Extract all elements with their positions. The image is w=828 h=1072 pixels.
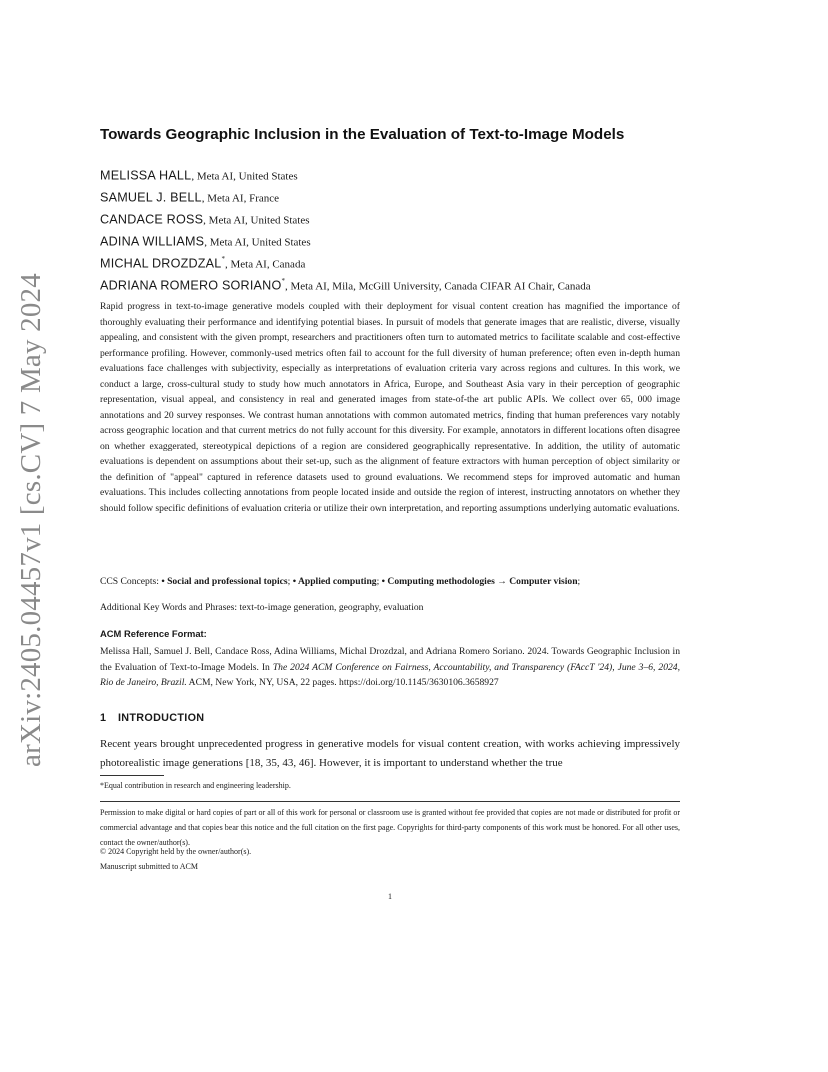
author-list (100, 160, 700, 292)
ccs-concept: • Computing methodologies → Computer vision (381, 576, 578, 587)
copyright-notice: © 2024 Copyright held by the owner/author(s). (100, 847, 252, 856)
author-name: CANDACE ROSS (100, 212, 204, 227)
section-title: INTRODUCTION (118, 712, 205, 724)
author-name: ADRIANA ROMERO SORIANO (100, 278, 282, 293)
section-heading (100, 712, 204, 724)
reference-format: Melissa Hall, Samuel J. Bell, Candace Ross, Adina Williams, Michal Drozdzal, and Adriana Romero Soriano. 2024. Towards Geographic Inclusion in the Evaluation of Text-to-Image Models. In The 2024 ACM Conference on Fairness, Accountability, and Transparency (FAccT '24), June 3–6, 2024, Rio de Janeiro, Brazil. ACM, New York, NY, USA, 22 pages. https://doi.org/10.1145/3630106.3658927 (100, 646, 680, 688)
permission-rule (100, 801, 680, 802)
author-mark: * (221, 255, 225, 263)
author-entry (100, 248, 700, 270)
abstract: Rapid progress in text-to-image generative models coupled with their deployment for visual content creation has magnified the importance of thoroughly evaluating their performance and identifying potential biases. In pursuit of models that generate images that are realistic, diverse, visually appealing, and consistent with the given prompt, researchers and practitioners often turn to automated metrics to facilitate scalable and cost-effective performance profiling. However, commonly-used metrics often fail to account for the full diversity of human preference; often even in-depth human evaluations face challenges with subjectivity, especially as interpretations of evaluation criteria vary across regions and cultures. In this work, we conduct a large, cross-cultural study to study how much annotators in Africa, Europe, and Southeast Asia vary in their perception of geographic representation, visual appeal, and consistency in real and generated images from state-of-the art public APIs. We collect over 65, 000 image annotations and 20 survey responses. We contrast human annotations with common automated metrics, finding that human preferences vary notably across geographic location and that current metrics do not fully account for this diversity. For example, annotators in different locations often disagree on whether exaggerated, stereotypical depictions of a region are considered geographically representative. In addition, the utility of automatic evaluations is dependent on assumptions about their set-up, such as the alignment of feature extractors with human perception of object similarity or the definition of "appeal" captured in reference datasets used to ground evaluations. We recommend steps for improved automatic and human evaluations. This includes collecting annotations from people located inside and outside the region of interest, instructing annotators on whether they should follow specific definitions of evaluation criteria or utilize their own interpretation, and reporting assumptions underlying automatic evaluations. (100, 301, 680, 514)
author-affiliation: , Meta AI, Mila, McGill University, Canada CIFAR AI Chair, Canada (284, 280, 591, 293)
author-name: SAMUEL J. BELL (100, 190, 202, 205)
author-affiliation: , Meta AI, United States (203, 214, 310, 227)
footnote: *Equal contribution in research and engineering leadership. (100, 781, 291, 790)
author-entry (100, 270, 700, 292)
reference-heading: ACM Reference Format: (100, 628, 207, 639)
author-mark: * (281, 277, 285, 285)
ccs-concept: • Applied computing (292, 576, 377, 587)
author-affiliation: , Meta AI, France (201, 192, 280, 205)
author-entry (100, 204, 700, 226)
author-affiliation: , Meta AI, United States (191, 170, 298, 183)
ccs-prefix: CCS Concepts: (100, 576, 162, 587)
keywords: Additional Key Words and Phrases: text-to-image generation, geography, evaluation (100, 602, 424, 613)
paper-title: Towards Geographic Inclusion in the Evaluation of Text-to-Image Models (100, 126, 625, 143)
ccs-concept: • Social and professional topics (161, 576, 288, 587)
author-affiliation: , Meta AI, United States (204, 236, 311, 249)
permission-notice: Permission to make digital or hard copies of part or all of this work for personal or classroom use is granted without fee provided that copies are not made or distributed for profit or commercial advantage and that copies bear this notice and the full citation on the first page. Copyrights for third-party components of this work must be honored. For all other uses, contact the owner/author(s). (100, 808, 680, 847)
author-affiliation: , Meta AI, Canada (224, 258, 306, 271)
footnote-rule (100, 775, 164, 776)
author-name: MICHAL DROZDZAL (100, 256, 222, 271)
manuscript-note: Manuscript submitted to ACM (100, 862, 198, 871)
page-number: 1 (388, 892, 392, 901)
author-entry (100, 160, 700, 182)
venue: The 2024 ACM Conference on Fairness, Accountability, and Transparency (FAccT '24), June 3–6, 2024, Rio de Janeiro, Brazil. (100, 661, 680, 688)
arxiv-identifier-stamp: arXiv:2405.04457v1 [cs.CV] 7 May 2024 (14, 273, 47, 767)
author-name: MELISSA HALL (100, 168, 192, 183)
author-entry (100, 182, 700, 204)
author-name: ADINA WILLIAMS (100, 234, 205, 249)
ccs-concepts: CCS Concepts: • Social and professional topics; • Applied computing; • Computing methodologies → Computer vision; (100, 576, 581, 587)
introduction-text: Recent years brought unprecedented progress in generative models for visual content creation, with works achieving impressively photorealistic image generations [18, 35, 43, 46]. However, it is important to understand whether the true (100, 738, 680, 769)
author-entry (100, 226, 700, 248)
section-number: 1 (100, 712, 107, 724)
